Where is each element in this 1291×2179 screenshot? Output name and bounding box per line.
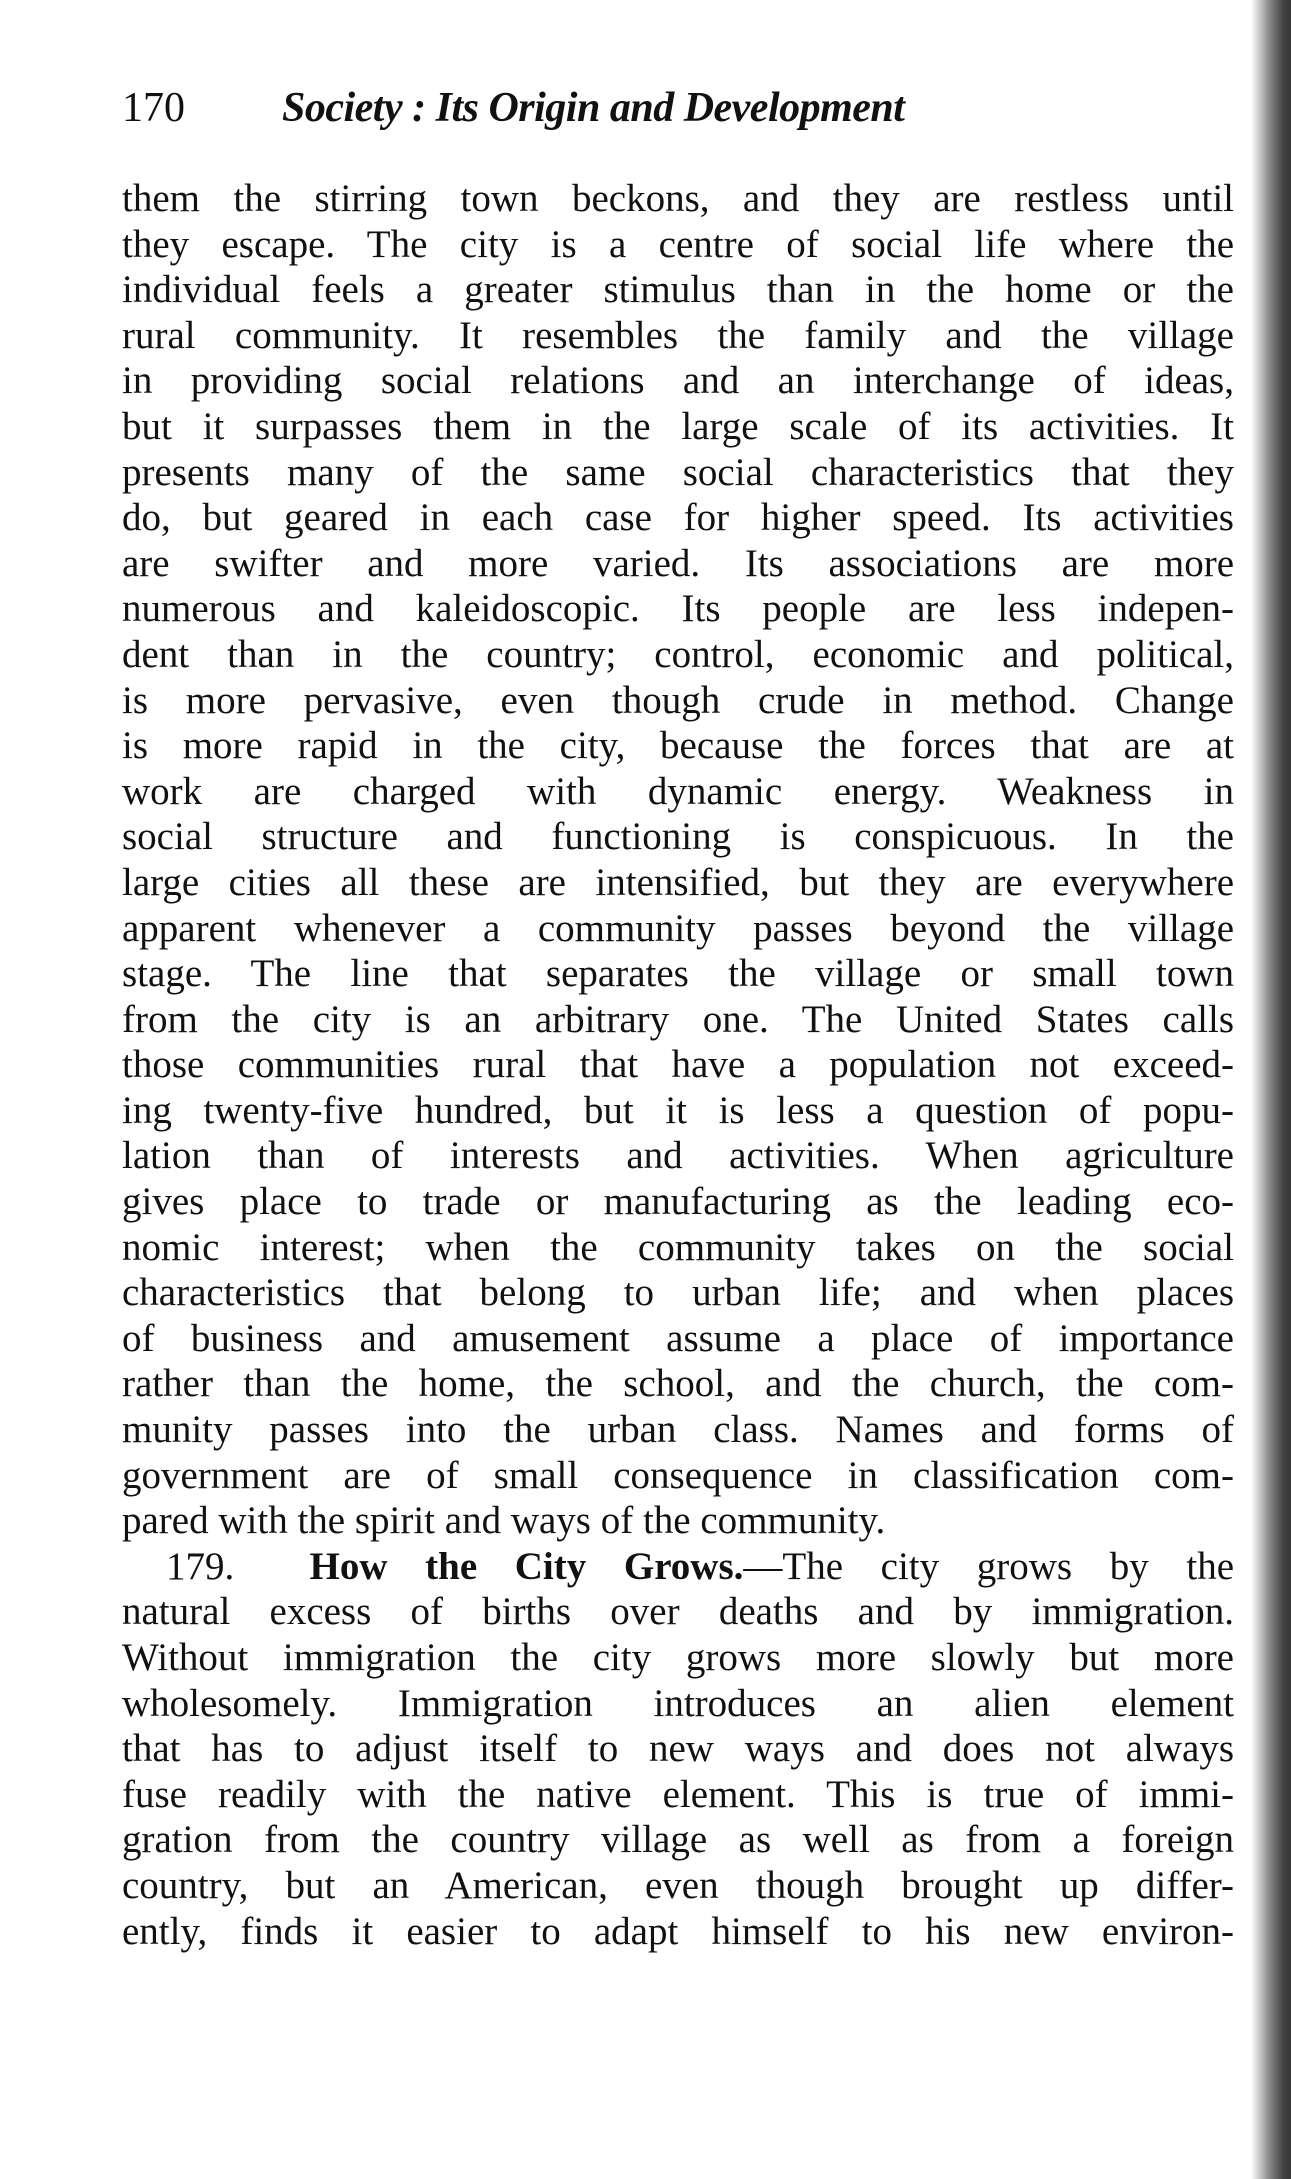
paragraph-section-179 — [122, 1544, 1234, 1954]
running-title: Society : Its Origin and Development — [282, 85, 905, 131]
text-line: fuse readily with the native element. This is true of immi- — [122, 1772, 1234, 1816]
text-line: in providing social relations and an interchange of ideas, — [122, 359, 1234, 403]
text-line: country, but an American, even though brought up differ- — [122, 1863, 1234, 1907]
text-line: government are of small consequence in classification com- — [122, 1453, 1234, 1497]
text-line: gration from the country village as well as from a foreign — [122, 1818, 1234, 1862]
text-line: individual feels a greater stimulus than in the home or the — [122, 268, 1234, 312]
text-line: that has to adjust itself to new ways and does not always — [122, 1727, 1234, 1771]
text-line: wholesomely. Immigration introduces an alien element — [122, 1681, 1234, 1725]
text-line: those communities rural that have a population not exceed- — [122, 1043, 1234, 1087]
text-line: lation than of interests and activities. When agriculture — [122, 1134, 1234, 1178]
page-header — [122, 84, 1122, 140]
text-line: are swifter and more varied. Its associations are more — [122, 541, 1234, 585]
text-line: is more rapid in the city, because the forces that are at — [122, 724, 1234, 768]
text-line: ently, finds it easier to adapt himself to his new environ- — [122, 1909, 1234, 1953]
page-number: 170 — [122, 85, 185, 131]
text-line: is more pervasive, even though crude in method. Change — [122, 678, 1234, 722]
text-line: dent than in the country; control, economic and political, — [122, 632, 1234, 676]
text-line: stage. The line that separates the village or small town — [122, 952, 1234, 996]
text-line: pared with the spirit and ways of the community. — [122, 1499, 886, 1543]
section-heading: How the City Grows. — [309, 1544, 744, 1588]
text-line: they escape. The city is a centre of social life where the — [122, 222, 1234, 266]
text-line: them the stirring town beckons, and they are restless until — [122, 177, 1234, 220]
text-line: rather than the home, the school, and the church, the com- — [122, 1362, 1234, 1406]
text-line: work are charged with dynamic energy. Weakness in — [122, 769, 1234, 813]
text-line: nomic interest; when the community takes on the social — [122, 1225, 1234, 1269]
text-line: munity passes into the urban class. Names and forms of — [122, 1408, 1234, 1452]
section-first-line — [122, 1544, 1234, 1590]
text-line: rural community. It resembles the family and the village — [122, 313, 1234, 357]
text-line: but it surpasses them in the large scale of its activities. It — [122, 404, 1234, 448]
section-first-line-text: —The city grows by the — [743, 1544, 1235, 1588]
text-line: do, but geared in each case for higher speed. Its activities — [122, 496, 1234, 540]
section-number: 179. — [166, 1544, 235, 1588]
scan-edge-shadow — [1251, 0, 1291, 2179]
text-line: social structure and functioning is conspicuous. In the — [122, 815, 1234, 859]
text-line: Without immigration the city grows more slowly but more — [122, 1636, 1234, 1679]
paragraph — [122, 176, 1234, 1544]
text-line: natural excess of births over deaths and by immigration. — [122, 1590, 1234, 1634]
text-line: characteristics that belong to urban life; and when places — [122, 1271, 1234, 1315]
text-line: numerous and kaleidoscopic. Its people are less indepen- — [122, 587, 1234, 631]
text-line: from the city is an arbitrary one. The United States calls — [122, 997, 1234, 1041]
text-line: gives place to trade or manufacturing as the leading eco- — [122, 1180, 1234, 1224]
text-line: ing twenty-five hundred, but it is less a question of popu- — [122, 1088, 1234, 1132]
text-line: apparent whenever a community passes beyond the village — [122, 906, 1234, 950]
body-text — [122, 176, 1234, 1954]
text-line: presents many of the same social characteristics that they — [122, 450, 1234, 494]
text-line: large cities all these are intensified, but they are everywhere — [122, 860, 1234, 904]
text-line: of business and amusement assume a place of importance — [122, 1316, 1234, 1360]
